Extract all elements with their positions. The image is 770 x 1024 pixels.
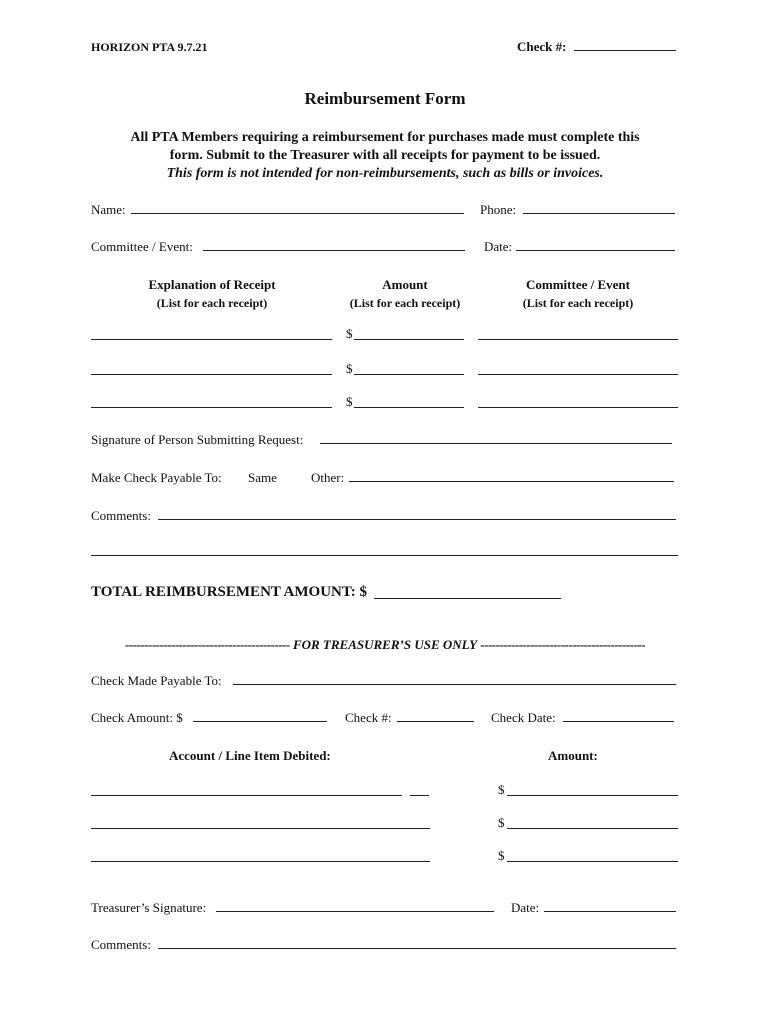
receipt-explanation-field[interactable] <box>91 407 332 408</box>
receipt-committee-field[interactable] <box>478 374 678 375</box>
date-field[interactable] <box>516 250 675 251</box>
name-field[interactable] <box>131 213 464 214</box>
receipt-currency: $ <box>346 326 353 341</box>
payable-same-option[interactable]: Same <box>248 470 277 485</box>
committee-label: Committee / Event: <box>91 239 193 254</box>
receipt-amount-field[interactable] <box>354 339 464 340</box>
receipt-amount-field[interactable] <box>354 407 464 408</box>
account-amount-field[interactable] <box>507 795 678 796</box>
account-amount-currency: $ <box>498 782 505 797</box>
account-line-field[interactable] <box>91 795 402 796</box>
receipt-header-explanation: Explanation of Receipt <box>148 277 276 292</box>
treasurer-signature-field[interactable] <box>216 911 494 912</box>
account-line-field-extra[interactable] <box>410 795 429 796</box>
receipt-currency: $ <box>346 394 353 409</box>
check-number-label-treasurer: Check #: <box>345 710 392 725</box>
check-number-field-treasurer[interactable] <box>397 721 474 722</box>
treasurer-date-label: Date: <box>511 900 540 915</box>
receipt-amount-field[interactable] <box>354 374 464 375</box>
account-amount-field[interactable] <box>507 828 678 829</box>
receipt-subheader-amount: (List for each receipt) <box>349 296 461 310</box>
check-date-label: Check Date: <box>491 710 556 725</box>
comments-field[interactable] <box>158 519 676 520</box>
account-amount-field[interactable] <box>507 861 678 862</box>
treasurer-date-field[interactable] <box>544 911 676 912</box>
treasurer-banner-dashes: ------------------------------------------- <box>125 637 290 652</box>
treasurer-banner-dashes: ------------------------------------------- <box>480 637 645 652</box>
receipt-header-committee: Committee / Event <box>526 277 630 292</box>
account-line-field[interactable] <box>91 861 430 862</box>
payable-other-field[interactable] <box>349 481 674 482</box>
receipt-subheader-committee: (List for each receipt) <box>522 296 634 310</box>
check-date-field[interactable] <box>563 721 674 722</box>
check-amount-label: Check Amount: $ <box>91 710 183 725</box>
treasurer-signature-label: Treasurer’s Signature: <box>91 900 207 915</box>
intro-note: This form is not intended for non-reimbursements, such as bills or invoices. <box>166 166 604 181</box>
check-amount-field[interactable] <box>193 721 327 722</box>
date-label: Date: <box>484 239 513 254</box>
treasurer-comments-field[interactable] <box>158 948 676 949</box>
signature-field[interactable] <box>320 443 672 444</box>
receipt-explanation-field[interactable] <box>91 339 332 340</box>
phone-field[interactable] <box>523 213 675 214</box>
account-header: Account / Line Item Debited: <box>169 748 331 763</box>
total-amount-label: TOTAL REIMBURSEMENT AMOUNT: $ <box>91 584 368 600</box>
check-payable-label: Check Made Payable To: <box>91 673 222 688</box>
receipt-committee-field[interactable] <box>478 407 678 408</box>
form-title: Reimbursement Form <box>304 89 466 108</box>
payable-other-label: Other: <box>311 470 345 485</box>
signature-label: Signature of Person Submitting Request: <box>91 432 304 447</box>
account-amount-currency: $ <box>498 815 505 830</box>
treasurer-banner-text: FOR TREASURER’S USE ONLY <box>292 637 478 652</box>
account-line-field[interactable] <box>91 828 430 829</box>
amount-header: Amount: <box>548 748 598 763</box>
name-label: Name: <box>91 202 126 217</box>
payable-label: Make Check Payable To: <box>91 470 222 485</box>
receipt-committee-field[interactable] <box>478 339 678 340</box>
org-header: HORIZON PTA 9.7.21 <box>91 40 208 54</box>
check-payable-field[interactable] <box>233 684 676 685</box>
receipt-currency: $ <box>346 361 353 376</box>
total-amount-field[interactable] <box>374 598 561 599</box>
comments-label: Comments: <box>91 508 151 523</box>
receipt-header-amount: Amount <box>382 277 428 292</box>
treasurer-comments-label: Comments: <box>91 937 151 952</box>
treasurer-banner <box>0 637 770 653</box>
receipt-subheader-explanation: (List for each receipt) <box>156 296 268 310</box>
check-number-label: Check #: <box>517 39 567 54</box>
intro-line-2: form. Submit to the Treasurer with all receipts for payment to be issued. <box>169 148 601 163</box>
receipt-explanation-field[interactable] <box>91 374 332 375</box>
account-amount-currency: $ <box>498 848 505 863</box>
check-number-field[interactable] <box>574 50 676 51</box>
phone-label: Phone: <box>480 202 517 217</box>
comments-field-line-2[interactable] <box>91 555 678 556</box>
committee-field[interactable] <box>203 250 465 251</box>
intro-line-1: All PTA Members requiring a reimbursement for purchases made must complete this <box>130 130 640 145</box>
